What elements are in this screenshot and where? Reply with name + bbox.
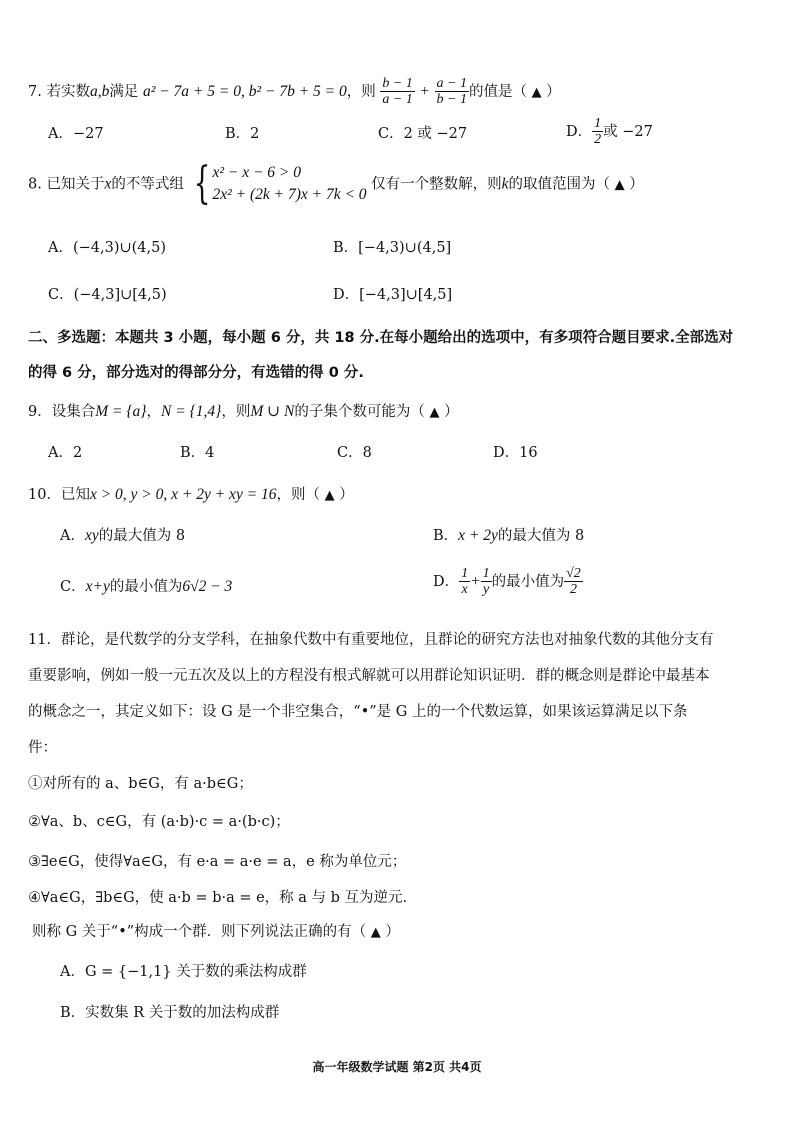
q8-option-d: D．[−4,3]∪[4,5] xyxy=(333,287,453,303)
q10-option-b: B．x + 2y的最大值为 8 xyxy=(433,527,585,544)
q9-option-c: C．8 xyxy=(337,445,372,461)
q7-number: 7. xyxy=(28,83,42,100)
q7-equation: a² − 7a + 5 = 0, b² − 7b + 5 = 0 xyxy=(142,82,347,100)
q11-paragraph-line4: 件： xyxy=(28,740,57,756)
q11-condition-1: ①对所有的 a、b∈G，有 a·b∈G； xyxy=(28,776,253,792)
q11-condition-4: ④∀a∈G，∃b∈G，使 a·b = b·a = e，称 a 与 b 互为逆元. xyxy=(28,890,408,906)
q7-option-a: A．−27 xyxy=(48,126,104,142)
q7-option-d: D． $\frac{1}{2}$ 或 −27 xyxy=(566,116,653,148)
section-2-instructions-line1: 二、多选题：本题共 3 小题，每小题 6 分，共 18 分.在每小题给出的选项中，有多项符合题目要求.全部选对 xyxy=(28,330,734,346)
q11-condition-3: ③∃e∈G，使得∀a∈G，有 e·a = a·e = a，e 称为单位元； xyxy=(28,854,407,870)
brace-icon: { xyxy=(194,158,211,210)
q10-option-d: D． $\frac{1}{x}$ + $\frac{1}{y}$ 的最小值为 $\frac{√2}{2}$ xyxy=(433,566,581,598)
q7-fraction-1: $\frac{b - 1}{a - 1}$ xyxy=(382,76,413,108)
q8-option-b: B．[−4,3)∪(4,5] xyxy=(333,240,452,256)
answer-marker-icon: ▲ xyxy=(531,84,542,100)
answer-marker-icon: ▲ xyxy=(324,488,335,503)
q7-fraction-2: $\frac{a - 1}{b - 1}$ xyxy=(436,76,467,108)
q7-option-c: C．2 或 −27 xyxy=(378,126,468,142)
q8-option-c: C．(−4,3]∪[4,5) xyxy=(48,287,167,303)
answer-marker-icon: ▲ xyxy=(429,405,440,420)
q11-question: 则称 G 关于“•”构成一个群．则下列说法正确的有（ ▲ ） xyxy=(32,924,400,940)
answer-marker-icon: ▲ xyxy=(614,177,625,193)
q9-option-a: A．2 xyxy=(48,445,83,461)
q10-option-a: A．xy的最大值为 8 xyxy=(60,527,186,544)
q8-number: 8. xyxy=(28,176,42,193)
answer-marker-icon: ▲ xyxy=(370,925,381,940)
q11-paragraph-line3: 的概念之一，其定义如下：设 G 是一个非空集合，“•”是 G 上的一个代数运算，如果该运算满足以下条 xyxy=(28,704,688,720)
q7-stem: 7. 若实数a,b满足 a² − 7a + 5 = 0, b² − 7b + 5 = 0，则 $\frac{b - 1}{a - 1}$ + $\frac{a - 1}{b - 1}$ 的值是（ ▲ ） xyxy=(28,76,561,108)
q10-option-c: C．x+y的最小值为6√2 − 3 xyxy=(60,578,233,595)
q9-option-d: D．16 xyxy=(493,445,538,461)
page-footer: 高一年级数学试题 第2页 共4页 xyxy=(312,1060,482,1074)
q9-stem: 9．设集合M = {a}，N = {1,4}，则M ∪ N的子集个数可能为（ ▲ ） xyxy=(28,403,459,420)
q9-option-b: B．4 xyxy=(180,445,215,461)
section-2-instructions-line2: 的得 6 分，部分选对的得部分分，有选错的得 0 分. xyxy=(28,365,364,381)
q11-paragraph-line2: 重要影响，例如一般一元五次及以上的方程没有根式解就可以用群论知识证明．群的概念则是群论中最基本 xyxy=(28,668,710,684)
q11-paragraph-line1: 11．群论，是代数学的分支学科，在抽象代数中有重要地位，且群论的研究方法也对抽象代数的其他分支有 xyxy=(28,632,714,648)
q8-option-a: A．(−4,3)∪(4,5) xyxy=(48,240,167,256)
q7-option-b: B．2 xyxy=(225,126,260,142)
q11-condition-2: ②∀a、b、c∈G，有 (a·b)·c = a·(b·c)； xyxy=(28,814,290,830)
q8-inequality-system: x² − x − 6 > 0 2x² + (2k + 7)x + 7k < 0 xyxy=(212,164,367,204)
q11-option-b: B．实数集 R 关于数的加法构成群 xyxy=(60,1005,280,1021)
q8-stem: 8. 已知关于x的不等式组 { x² − x − 6 > 0 2x² + (2k + 7)x + 7k < 0 仅有一个整数解，则k的取值范围为（ ▲ ） xyxy=(28,158,644,210)
q10-stem: 10．已知x > 0, y > 0, x + 2y + xy = 16，则（ ▲ ） xyxy=(28,486,354,503)
q11-option-a: A．G = {−1,1} 关于数的乘法构成群 xyxy=(60,964,307,980)
